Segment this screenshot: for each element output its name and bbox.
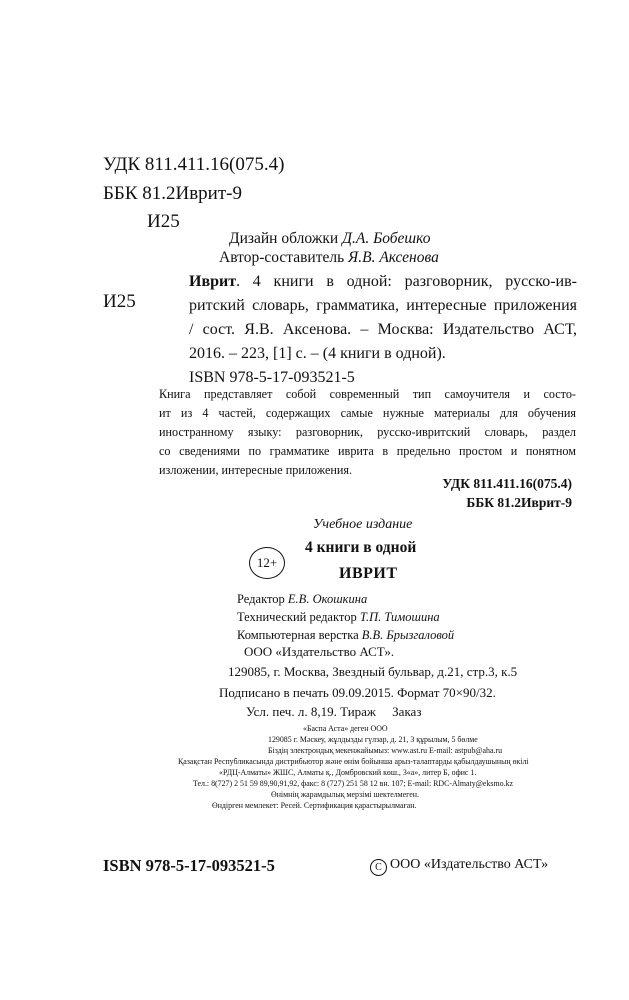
compiler [219,249,439,267]
kz-info-line: Қазақстан Республикасында дистрибьютор және өнім бойынша арыз-талаптарды қабылдаушының өкілі [178,757,529,766]
print-details: Усл. печ. л. 8,19. Тираж Заказ [246,704,422,719]
bibliographic-line-3: / сост. Я.В. Аксенова. – Москва: Издательство АСТ, [189,321,577,338]
isbn-main: ISBN 978-5-17-093521-5 [189,369,355,386]
editor-name: Е.В. Окошкина [287,592,368,606]
editor-label: Редактор [237,592,288,606]
print-signed-date: Подписано в печать 09.09.2015. Формат 70×90/32. [219,685,496,700]
tech-editor-name: Т.П. Тимошина [359,610,440,624]
annotation-line: изложении, интересные приложения. [159,463,353,477]
annotation-line: иностранному языку: разговорник, русско-ивритский словарь, раздел [159,425,576,439]
tech-editor-label: Технический редактор [237,610,360,624]
copyright-icon: C [370,859,387,876]
udk-code-right: УДК 811.411.16(075.4) [442,476,572,491]
annotation-line: ит из 4 частей, содержащих самые нужные материалы для обучения [159,406,576,420]
compiler-label: Автор-составитель [219,249,349,266]
publisher-name: ООО «Издательство АСТ». [244,644,395,659]
udk-code: УДК 811.411.16(075.4) [103,154,285,175]
copyright-holder: ООО «Издательство АСТ» [390,857,549,872]
layout-designer [237,628,454,643]
kz-info-line: Біздің электрондық мекенжайымыз: www.ast.ru E-mail: astpub@aha.ru [268,746,503,755]
kz-info-line: 129085 г. Мәскеу, жұлдызды гүлзар, д. 21, 3 құрылым, 5 бөлме [268,735,478,744]
kz-info-line: Тел.: 8(727) 2 51 59 89,90,91,92, факс: 8 (727) 251 58 12 вн. 107; E-mail: RDC-Almaty@eksmo.kz [193,779,513,788]
author-index: И25 [147,211,180,232]
publisher-address: 129085, г. Москва, Звездный бульвар, д.21, стр.3, к.5 [228,664,518,679]
copyright [370,857,548,876]
kz-info-line: «РДЦ-Алматы» ЖШС, Алматы қ., Домбровский көш., 3«а», литер Б, офис 1. [219,768,477,777]
editor [237,592,367,607]
cover-designer [229,230,431,248]
series-name: 4 книги в одной [305,539,417,556]
compiler-name: Я.В. Аксенова [348,249,439,266]
book-title: ИВРИТ [339,565,398,582]
bibliographic-index: И25 [103,291,136,312]
annotation-line: со сведениями по грамматике иврита в предельно простом и понятном [159,444,576,458]
bibliographic-line-2: ритский словарь, грамматика, интересные приложения [189,297,577,314]
layout-designer-label: Компьютерная верстка [237,628,362,642]
edition-type: Учебное издание [313,517,413,532]
bbk-code-right: ББК 81.2Иврит-9 [466,495,572,510]
book-title-word: Иврит [189,273,237,290]
age-rating-badge: 12+ [249,547,285,579]
annotation-line: Книга представляет собой современный тип самоучителя и состо- [159,387,576,401]
isbn-footer: ISBN 978-5-17-093521-5 [103,856,275,875]
kz-info-line: «Баспа Аста» деген ООО [303,724,388,733]
kz-info-line: Өнімнің жарамдылық мерзімі шектелмеген. [271,790,419,799]
cover-designer-name: Д.А. Бобешко [342,230,431,247]
bibliographic-line-4: 2016. – 223, [1] с. – (4 книги в одной). [189,345,446,362]
bibliographic-line-1-rest: . 4 книги в одной: разговорник, русско-ив- [236,273,577,290]
bbk-code: ББК 81.2Иврит-9 [103,183,242,204]
cover-designer-label: Дизайн обложки [229,230,343,247]
kz-info-line: Өндірген мемлекет: Ресей. Сертификация қарастырылмаған. [212,801,417,810]
tech-editor [237,610,440,625]
layout-designer-name: В.В. Брызгаловой [361,628,455,642]
bibliographic-line-1 [189,270,577,294]
